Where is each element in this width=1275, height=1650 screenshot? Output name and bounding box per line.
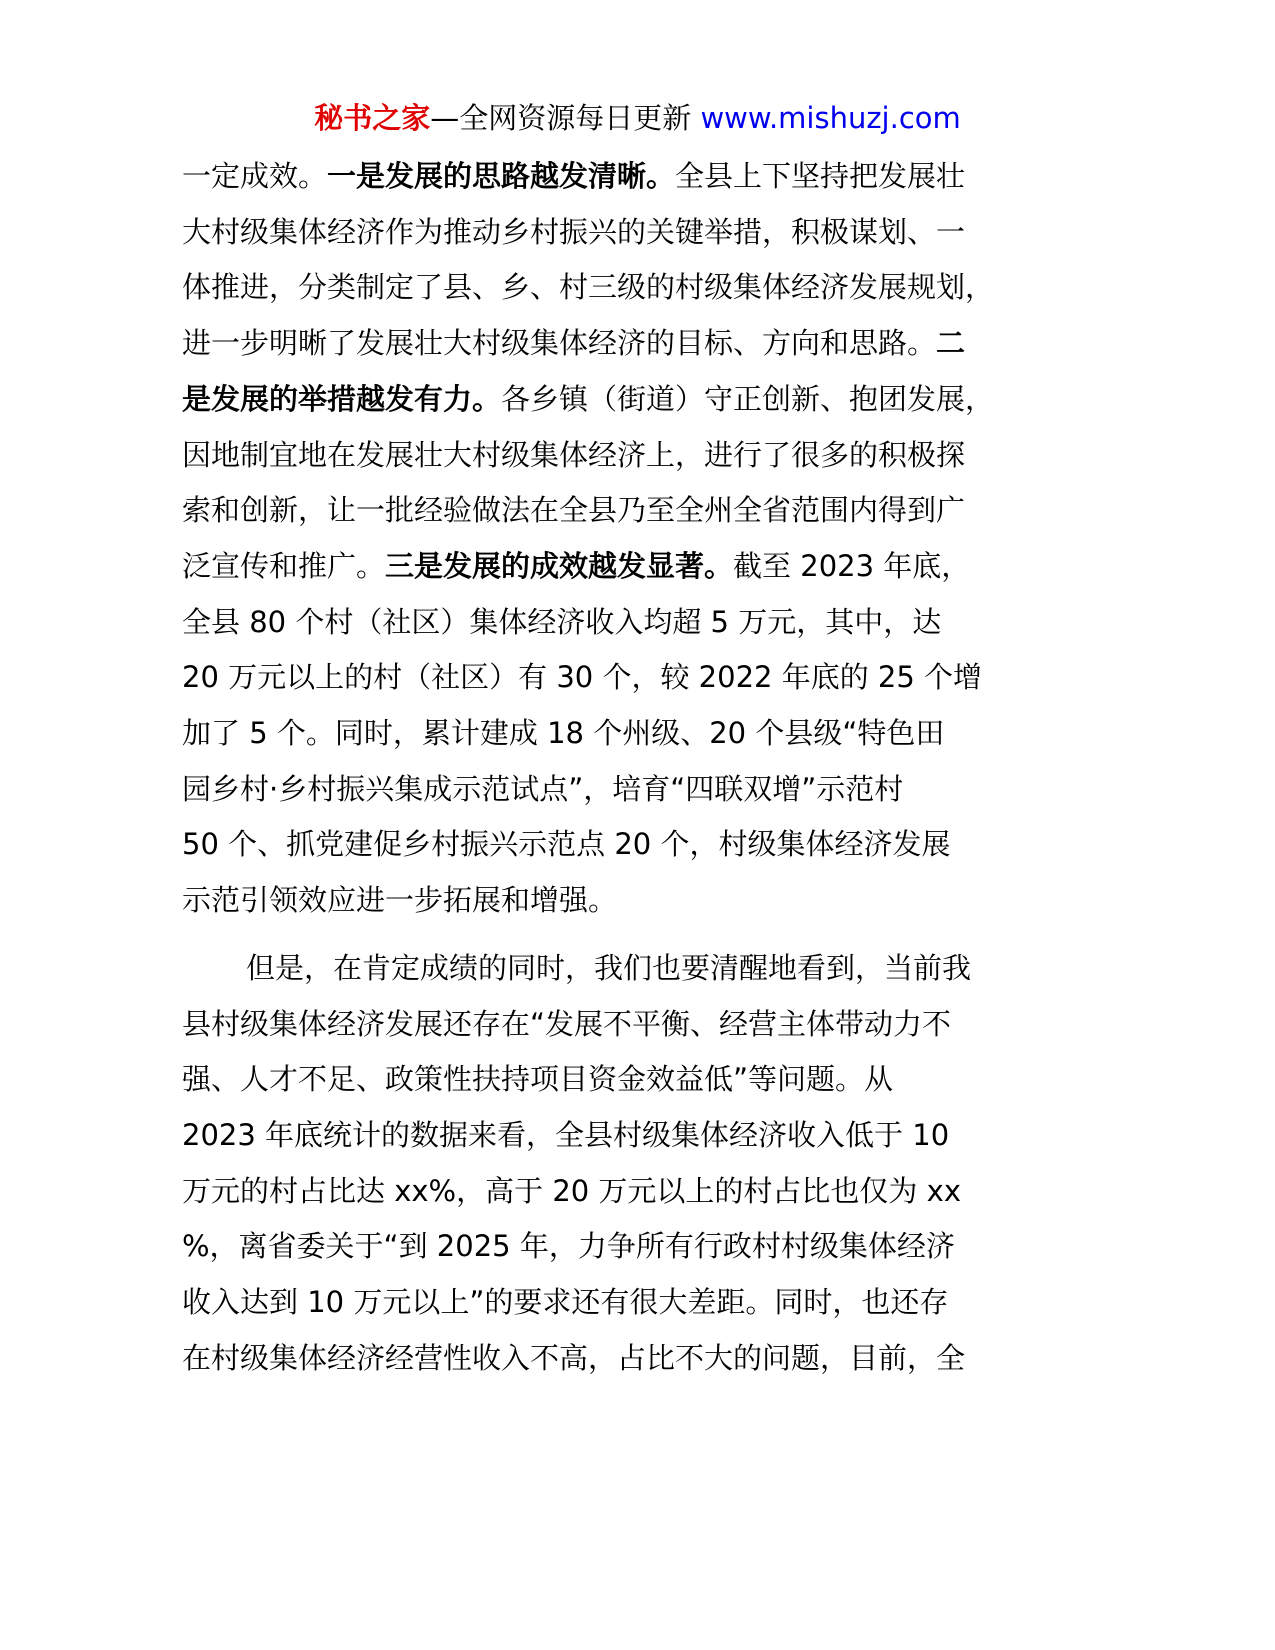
text-run: 一定成效。 (182, 159, 328, 193)
text-line: 收入达到 10 万元以上”的要求还有很大差距。同时，也还存 (182, 1285, 949, 1320)
text-line (182, 372, 1082, 428)
text-line (182, 149, 1082, 205)
brand-name: 秘书之家 (314, 101, 431, 135)
text-line (182, 316, 1082, 372)
text-line: 全县 80 个村（社区）集体经济收入均超 5 万元，其中，达 (182, 604, 942, 639)
text-line: 50 个、抓党建促乡村振兴示范点 20 个，村级集体经济发展 (182, 827, 951, 862)
text-run: 截至 2023 年底， (733, 548, 971, 583)
text-line: %，离省委关于“到 2025 年，力争所有行政村村级集体经济 (182, 1229, 955, 1264)
paragraph-problems (182, 941, 1082, 1387)
text-run: 各乡镇（街道）守正创新、抱团发展， (501, 381, 995, 416)
text-line: 2023 年底统计的数据来看，全县村级集体经济收入低于 10 (182, 1117, 950, 1152)
text-line: 县村级集体经济发展还存在“发展不平衡、经营主体带动力不 (182, 1006, 952, 1041)
header-tagline: —全网资源每日更新 (430, 101, 701, 135)
text-run: 全县上下坚持把发展壮 (675, 159, 966, 193)
bold-heading-2-start: 二 (936, 326, 966, 361)
paragraph-achievements (182, 149, 1082, 929)
text-line: 示范引领效应进一步拓展和增强。 (182, 883, 618, 918)
text-line: 在村级集体经济经营性收入不高，占比不大的问题，目前，全 (182, 1340, 966, 1375)
text-line: 20 万元以上的村（社区）有 30 个，较 2022 年底的 25 个增 (182, 660, 983, 695)
text-line: 万元的村占比达 xx%，高于 20 万元以上的村占比也仅为 xx (182, 1173, 961, 1208)
text-line: 大村级集体经济作为推动乡村振兴的关键举措，积极谋划、一 (182, 214, 966, 249)
document-body (182, 149, 1082, 1386)
text-line (182, 539, 1082, 595)
bold-heading-3: 三是发展的成效越发显著。 (385, 548, 734, 583)
text-line: 园乡村·乡村振兴集成示范试点”，培育“四联双增”示范村 (182, 771, 904, 806)
text-line: 但是，在肯定成绩的同时，我们也要清醒地看到，当前我 (246, 950, 972, 985)
text-run: 进一步明晰了发展壮大村级集体经济的目标、方向和思路。 (182, 326, 937, 361)
bold-heading-2-end: 是发展的举措越发有力。 (182, 381, 502, 416)
text-line: 体推进，分类制定了县、乡、村三级的村级集体经济发展规划， (182, 270, 995, 305)
text-line: 因地制宜地在发展壮大村级集体经济上，进行了很多的积极探 (182, 437, 966, 472)
text-line: 索和创新，让一批经验做法在全县乃至全州全省范围内得到广 (182, 493, 966, 528)
bold-heading-1: 一是发展的思路越发清晰。 (327, 159, 676, 193)
text-line: 加了 5 个。同时，累计建成 18 个州级、20 个县级“特色田 (182, 716, 945, 751)
page-header (0, 96, 1275, 140)
site-url-link[interactable]: www.mishuzj.com (700, 101, 961, 135)
text-run: 泛宣传和推广。 (182, 548, 386, 583)
text-line: 强、人才不足、政策性扶持项目资金效益低”等问题。从 (182, 1062, 894, 1097)
